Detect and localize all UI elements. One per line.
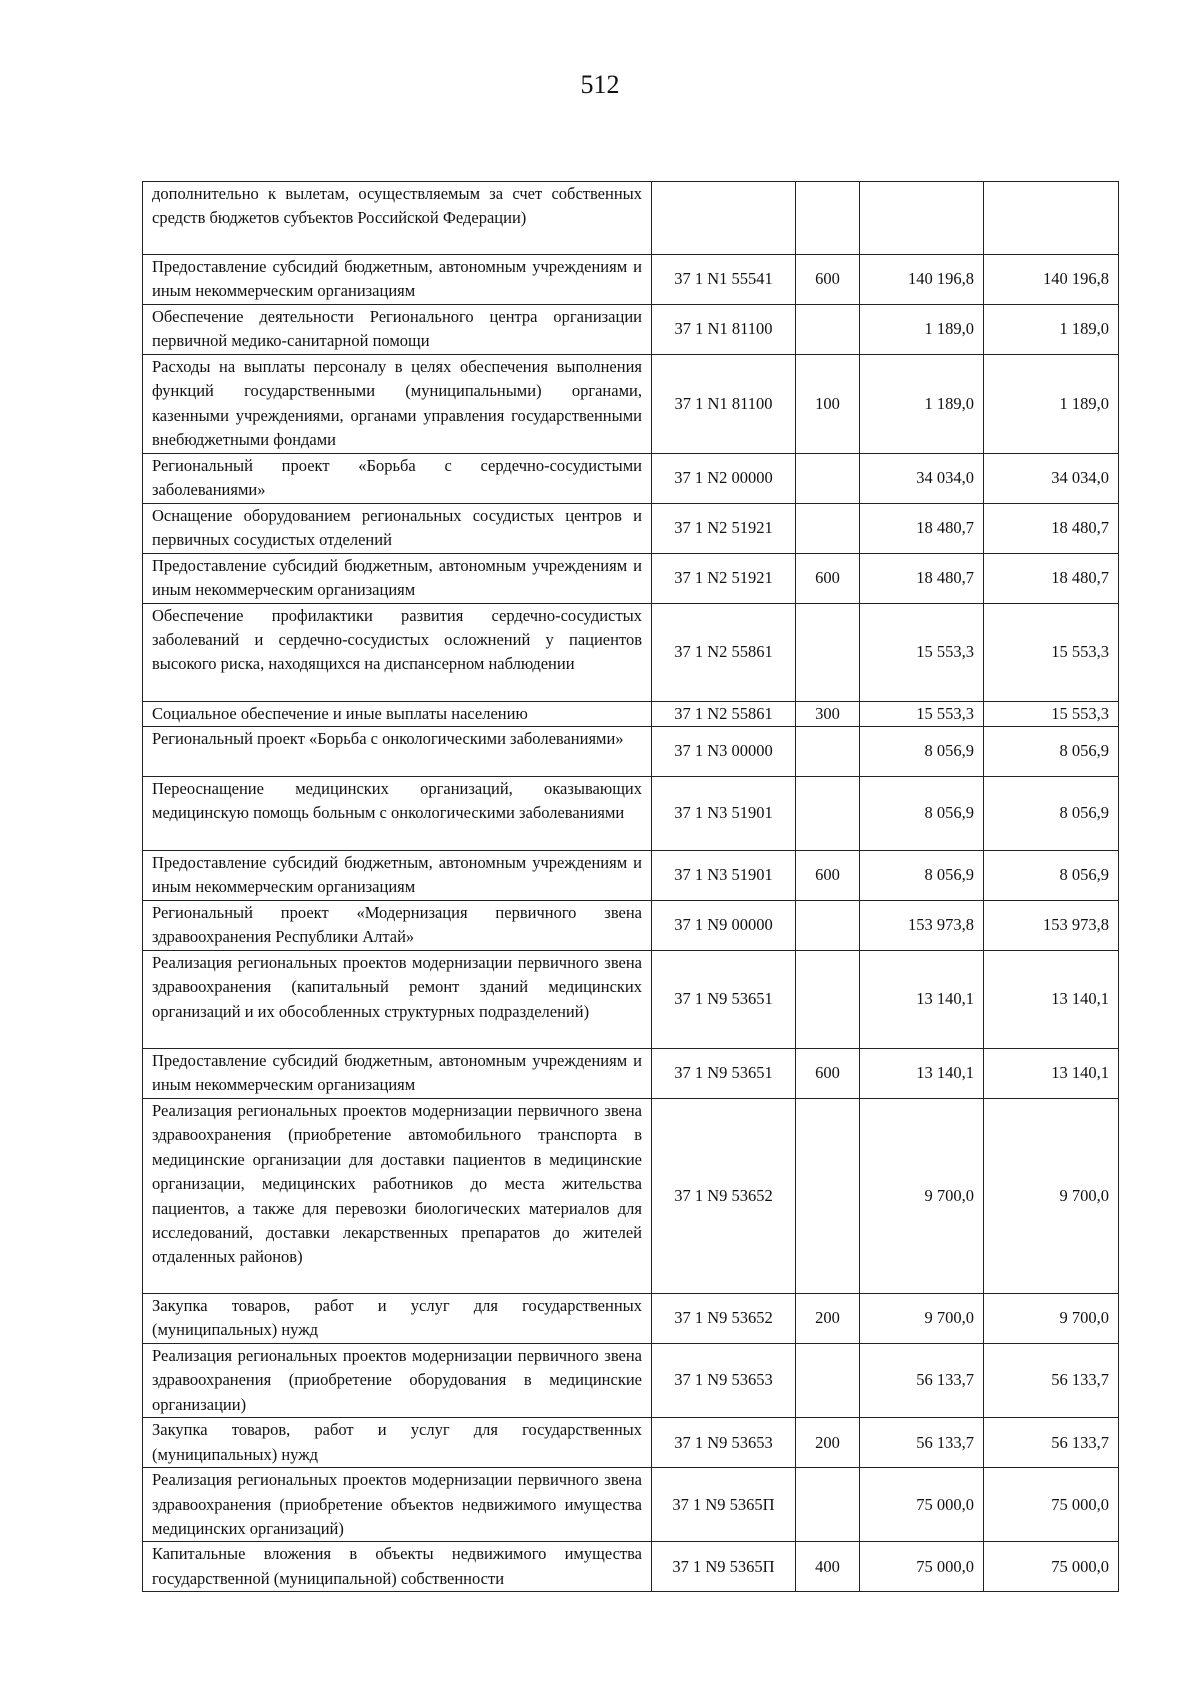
row-expense-type: 100 [796,355,860,454]
table-row [143,1344,1119,1418]
row-amount-1: 8 056,9 [860,851,984,901]
table-row [143,901,1119,951]
page-number: 512 [580,70,620,99]
row-expense-type: 200 [796,1294,860,1344]
row-target-code: 37 1 N9 5365П [652,1468,796,1542]
row-target-code: 37 1 N3 51901 [652,777,796,851]
row-amount-2: 18 480,7 [984,503,1119,553]
row-target-code [652,182,796,255]
table-row [143,182,1119,255]
row-description: Реализация региональных проектов модернизации первичного звена здравоохранения (капитальный ремонт зданий медицинских организаций и их обособленных структурных подразделений) [143,951,652,1049]
row-description: Обеспечение профилактики развития сердечно-сосудистых заболеваний и сердечно-сосудистых осложнений у пациентов высокого риска, находящихся на диспансерном наблюдении [143,603,652,701]
row-amount-2: 75 000,0 [984,1542,1119,1592]
row-expense-type [796,503,860,553]
row-amount-2: 56 133,7 [984,1344,1119,1418]
row-amount-1 [860,182,984,255]
row-expense-type [796,951,860,1049]
row-amount-1: 56 133,7 [860,1344,984,1418]
row-target-code: 37 1 N1 55541 [652,255,796,305]
row-amount-1: 15 553,3 [860,603,984,701]
row-target-code: 37 1 N9 53653 [652,1344,796,1418]
row-description: Региональный проект «Борьба с онкологическими заболеваниями» [143,727,652,777]
row-amount-1: 18 480,7 [860,503,984,553]
row-description: дополнительно к вылетам, осуществляемым за счет собственных средств бюджетов субъектов Российской Федерации) [143,182,652,255]
row-amount-1: 8 056,9 [860,777,984,851]
row-expense-type: 600 [796,255,860,305]
row-amount-2: 34 034,0 [984,453,1119,503]
table-row [143,1294,1119,1344]
row-amount-1: 15 553,3 [860,701,984,726]
table-row [143,777,1119,851]
row-target-code: 37 1 N2 00000 [652,453,796,503]
row-amount-2: 140 196,8 [984,255,1119,305]
row-target-code: 37 1 N2 51921 [652,503,796,553]
row-amount-1: 13 140,1 [860,1049,984,1099]
row-description: Обеспечение деятельности Регионального центра организации первичной медико-санитарной помощи [143,305,652,355]
row-amount-2: 8 056,9 [984,727,1119,777]
row-amount-1: 18 480,7 [860,553,984,603]
row-amount-1: 140 196,8 [860,255,984,305]
row-amount-1: 9 700,0 [860,1294,984,1344]
row-expense-type [796,777,860,851]
row-expense-type: 600 [796,1049,860,1099]
row-amount-2: 8 056,9 [984,851,1119,901]
row-description: Капитальные вложения в объекты недвижимого имущества государственной (муниципальной) собственности [143,1542,652,1592]
row-expense-type [796,1468,860,1542]
table-row [143,851,1119,901]
table-row [143,1099,1119,1294]
row-description: Предоставление субсидий бюджетным, автономным учреждениям и иным некоммерческим организациям [143,255,652,305]
row-amount-1: 9 700,0 [860,1099,984,1294]
row-description: Региональный проект «Борьба с сердечно-сосудистыми заболеваниями» [143,453,652,503]
row-amount-1: 153 973,8 [860,901,984,951]
row-amount-1: 13 140,1 [860,951,984,1049]
row-expense-type: 200 [796,1418,860,1468]
row-target-code: 37 1 N9 5365П [652,1542,796,1592]
row-amount-2 [984,182,1119,255]
row-amount-1: 34 034,0 [860,453,984,503]
row-description: Предоставление субсидий бюджетным, автономным учреждениям и иным некоммерческим организациям [143,851,652,901]
row-expense-type [796,182,860,255]
row-target-code: 37 1 N9 53653 [652,1418,796,1468]
row-target-code: 37 1 N1 81100 [652,305,796,355]
row-target-code: 37 1 N9 53651 [652,951,796,1049]
row-description: Реализация региональных проектов модернизации первичного звена здравоохранения (приобретение объектов недвижимого имущества медицинских организаций) [143,1468,652,1542]
table-row [143,1468,1119,1542]
row-description: Реализация региональных проектов модернизации первичного звена здравоохранения (приобретение автомобильного транспорта в медицинские организации для доставки пациентов в медицинские организации, медицинских работников до места жительства пациентов, а также для перевозки биологических материалов для исследований, доставки лекарственных препаратов до жителей отдаленных районов) [143,1099,652,1294]
row-target-code: 37 1 N9 53652 [652,1099,796,1294]
row-description: Закупка товаров, работ и услуг для государственных (муниципальных) нужд [143,1418,652,1468]
budget-table-body [143,182,1119,1592]
table-row [143,1049,1119,1099]
row-amount-2: 9 700,0 [984,1099,1119,1294]
table-row [143,503,1119,553]
table-row [143,255,1119,305]
row-amount-1: 1 189,0 [860,355,984,454]
row-amount-2: 13 140,1 [984,1049,1119,1099]
table-row [143,951,1119,1049]
table-row [143,603,1119,701]
row-amount-2: 15 553,3 [984,603,1119,701]
row-expense-type: 600 [796,553,860,603]
row-amount-2: 13 140,1 [984,951,1119,1049]
row-amount-2: 18 480,7 [984,553,1119,603]
row-expense-type [796,901,860,951]
row-description: Расходы на выплаты персоналу в целях обеспечения выполнения функций государственными (муниципальными) органами, казенными учреждениями, органами управления государственными внебюджетными фондами [143,355,652,454]
row-description: Переоснащение медицинских организаций, оказывающих медицинскую помощь больным с онкологическими заболеваниями [143,777,652,851]
table-row [143,1418,1119,1468]
row-target-code: 37 1 N1 81100 [652,355,796,454]
row-amount-1: 8 056,9 [860,727,984,777]
row-expense-type [796,1099,860,1294]
row-expense-type [796,453,860,503]
row-amount-1: 75 000,0 [860,1468,984,1542]
row-expense-type [796,603,860,701]
row-amount-2: 56 133,7 [984,1418,1119,1468]
row-amount-2: 15 553,3 [984,701,1119,726]
row-description: Региональный проект «Модернизация первичного звена здравоохранения Республики Алтай» [143,901,652,951]
row-amount-2: 1 189,0 [984,355,1119,454]
table-row [143,727,1119,777]
row-expense-type: 300 [796,701,860,726]
row-target-code: 37 1 N3 51901 [652,851,796,901]
table-row [143,305,1119,355]
row-amount-1: 1 189,0 [860,305,984,355]
row-amount-2: 75 000,0 [984,1468,1119,1542]
row-target-code: 37 1 N2 51921 [652,553,796,603]
row-description: Оснащение оборудованием региональных сосудистых центров и первичных сосудистых отделений [143,503,652,553]
row-expense-type [796,727,860,777]
row-amount-1: 56 133,7 [860,1418,984,1468]
table-row [143,355,1119,454]
table-row [143,453,1119,503]
row-expense-type: 400 [796,1542,860,1592]
row-amount-2: 8 056,9 [984,777,1119,851]
row-amount-2: 9 700,0 [984,1294,1119,1344]
row-description: Социальное обеспечение и иные выплаты населению [143,701,652,726]
row-expense-type [796,1344,860,1418]
budget-table [142,181,1119,1592]
row-target-code: 37 1 N9 53651 [652,1049,796,1099]
table-row [143,701,1119,726]
row-target-code: 37 1 N3 00000 [652,727,796,777]
row-amount-2: 1 189,0 [984,305,1119,355]
row-description: Реализация региональных проектов модернизации первичного звена здравоохранения (приобретение оборудования в медицинские организации) [143,1344,652,1418]
table-row [143,553,1119,603]
row-target-code: 37 1 N9 00000 [652,901,796,951]
row-expense-type [796,305,860,355]
row-expense-type: 600 [796,851,860,901]
row-target-code: 37 1 N2 55861 [652,603,796,701]
row-description: Предоставление субсидий бюджетным, автономным учреждениям и иным некоммерческим организациям [143,1049,652,1099]
row-description: Закупка товаров, работ и услуг для государственных (муниципальных) нужд [143,1294,652,1344]
row-amount-1: 75 000,0 [860,1542,984,1592]
row-target-code: 37 1 N9 53652 [652,1294,796,1344]
row-description: Предоставление субсидий бюджетным, автономным учреждениям и иным некоммерческим организациям [143,553,652,603]
row-amount-2: 153 973,8 [984,901,1119,951]
row-target-code: 37 1 N2 55861 [652,701,796,726]
table-row [143,1542,1119,1592]
